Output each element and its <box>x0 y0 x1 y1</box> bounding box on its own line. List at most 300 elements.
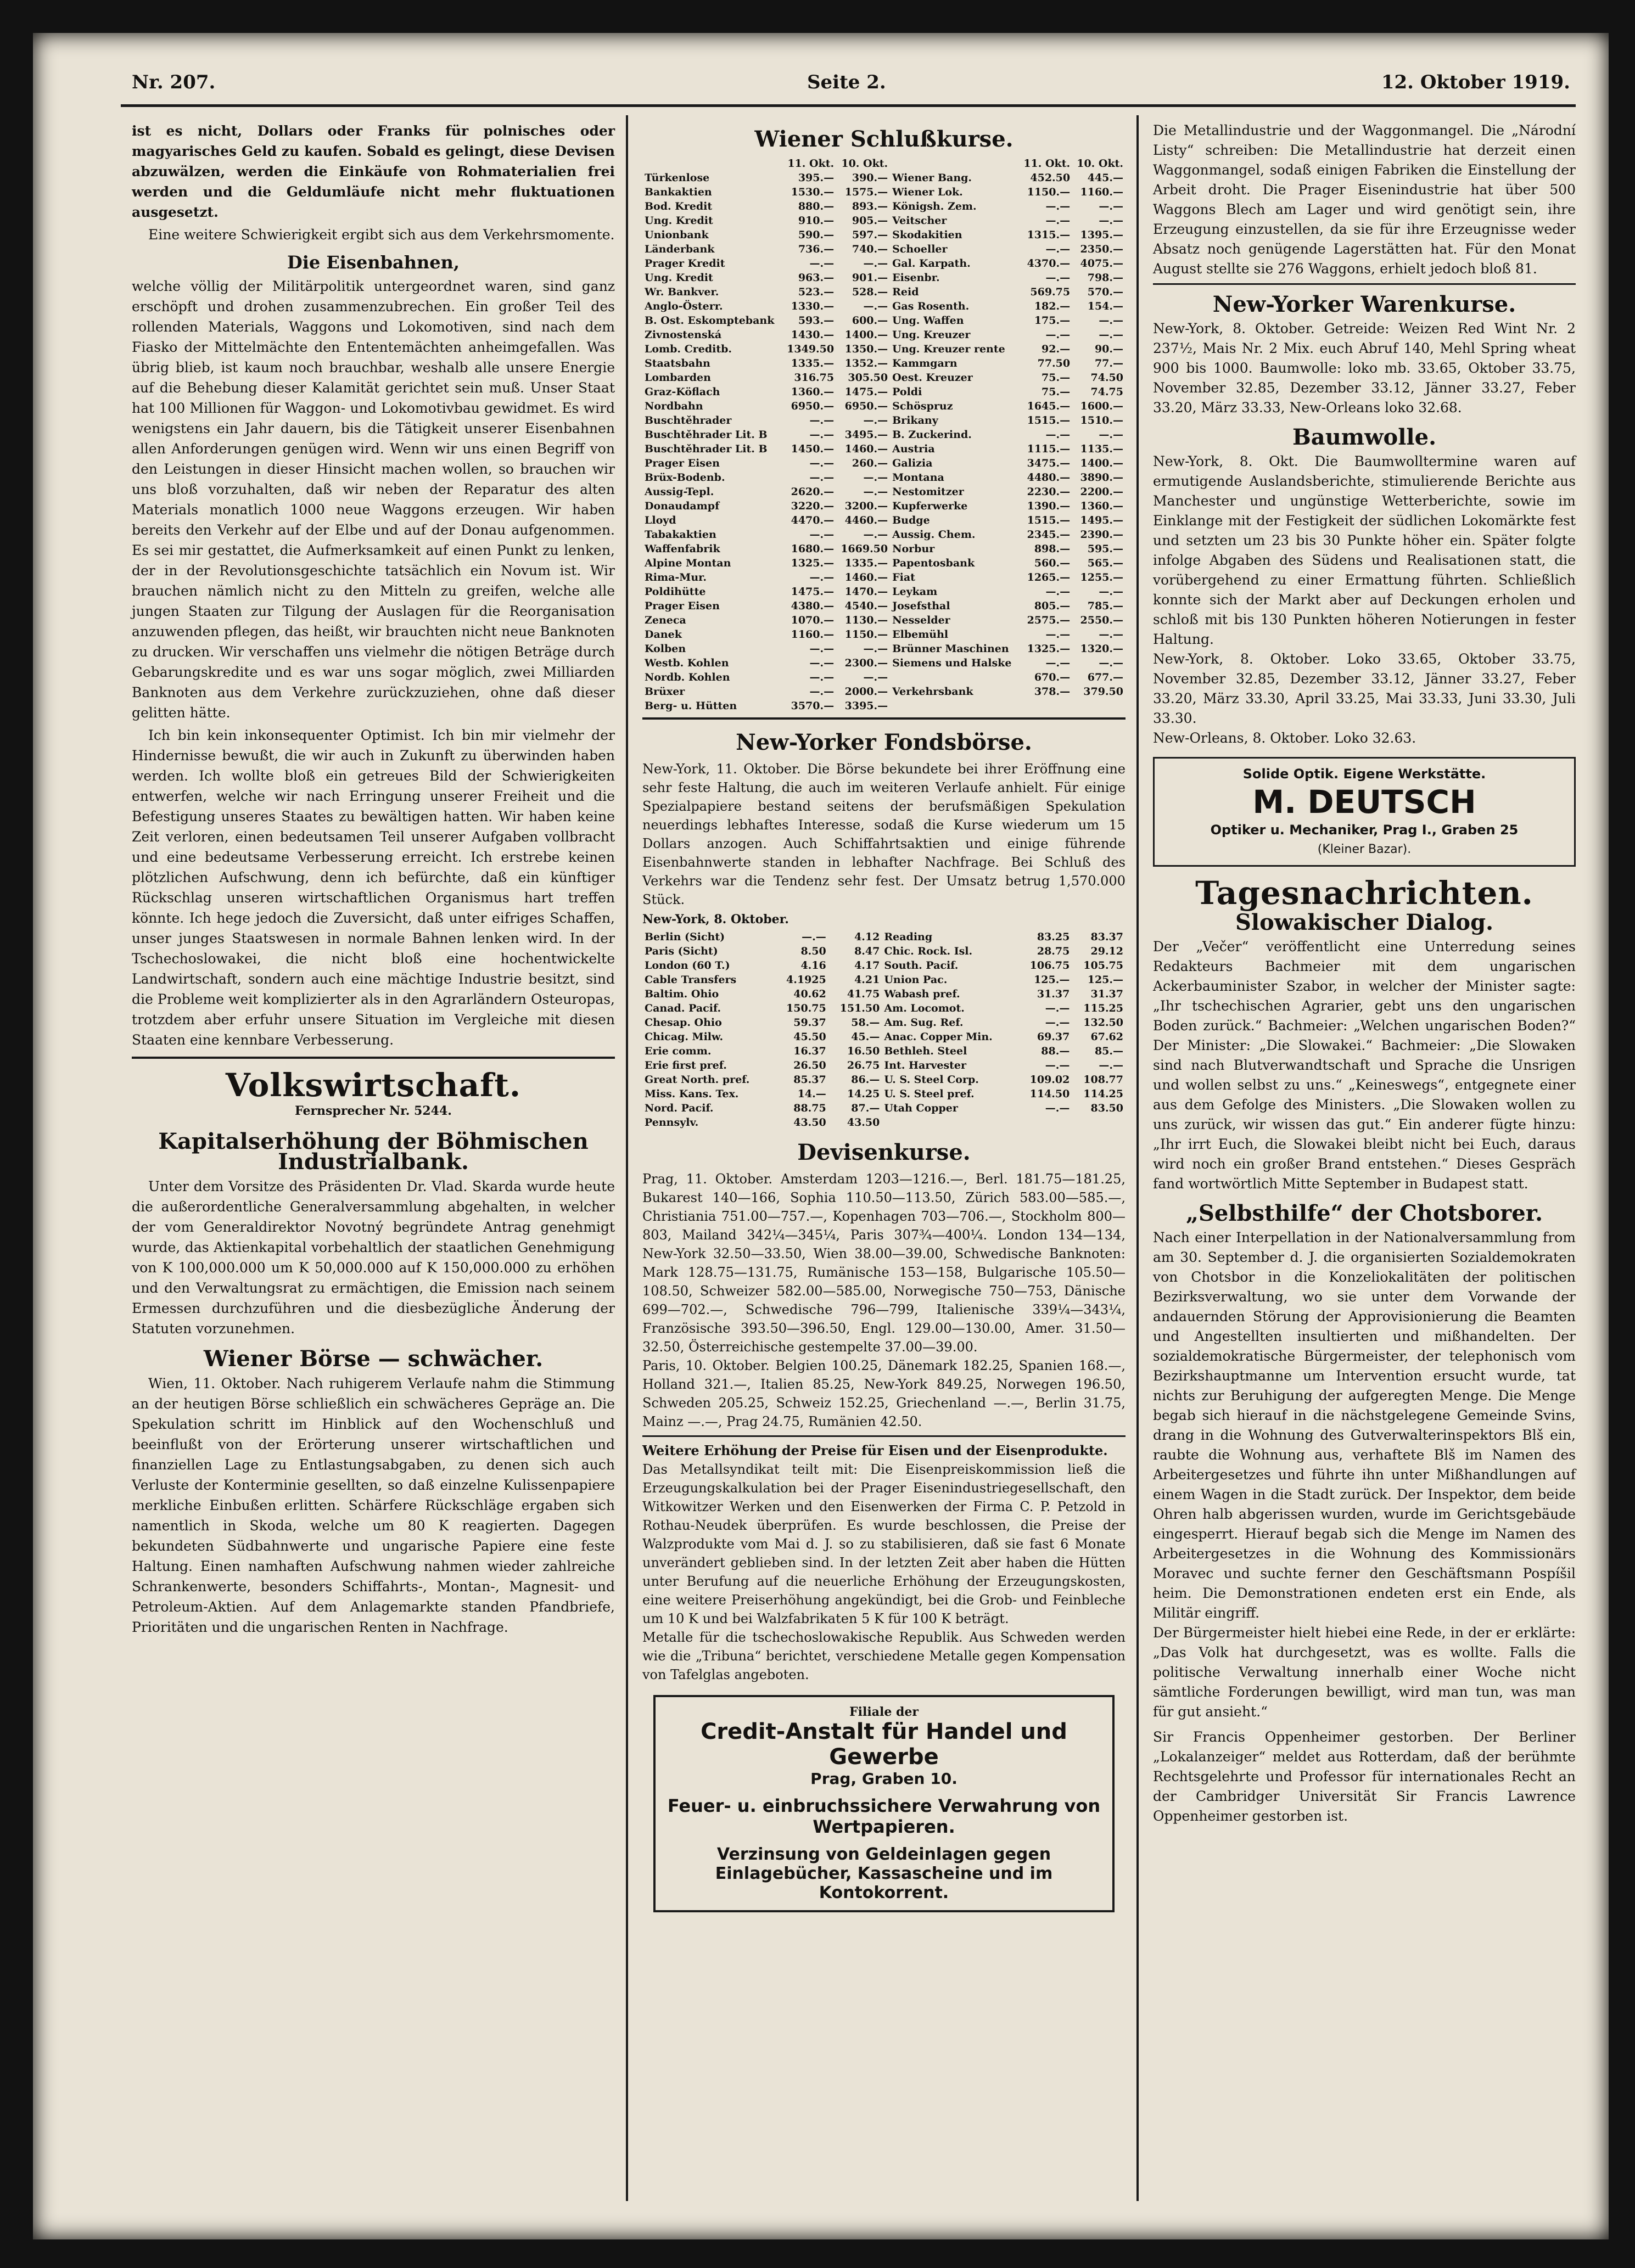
table-cell: Elbemühl <box>892 628 949 641</box>
table-cell: 1470.— <box>844 586 888 598</box>
table-cell: —.— <box>809 471 835 484</box>
table-cell: 2620.— <box>791 486 835 498</box>
table-cell: —.— <box>863 257 888 270</box>
table-row <box>642 1001 1126 1015</box>
table-cell: U. S. Steel Corp. <box>884 1074 979 1086</box>
table-cell: Chicag. Milw. <box>645 1031 724 1043</box>
table-cell: —.— <box>1099 1059 1123 1071</box>
title-ny-fondsboerse: New-Yorker Fondsbörse. <box>736 729 1032 755</box>
table-cell: 109.02 <box>1029 1074 1070 1086</box>
quotes-table-wien <box>642 156 1126 713</box>
table-cell: 69.37 <box>1037 1031 1070 1043</box>
table-row <box>642 313 1126 328</box>
table-cell: —.— <box>863 300 888 312</box>
page-number: Seite 2. <box>807 71 886 93</box>
table-cell: Bethleh. Steel <box>884 1045 967 1057</box>
table-cell: 1390.— <box>1027 500 1071 512</box>
table-row <box>642 699 1126 713</box>
table-cell: 4480.— <box>1027 471 1071 484</box>
table-cell: 963.— <box>798 272 835 284</box>
table-cell <box>1018 1115 1072 1130</box>
ad-address: Prag, Graben 10. <box>810 1770 958 1788</box>
table-cell: 1150.— <box>844 628 888 641</box>
paragraph: Eine weitere Schwierigkeit ergibt sich aus dem Verkehrsmomente. <box>148 227 615 243</box>
table-cell: 1070.— <box>791 614 835 626</box>
article-title: Slowakischer Dialog. <box>1235 910 1493 935</box>
table-cell: 445.— <box>1087 172 1123 184</box>
table-cell: Miss. Kans. Tex. <box>645 1088 739 1100</box>
table-cell: 1335.— <box>844 557 888 569</box>
table-row <box>642 285 1126 299</box>
table-cell: Buschtěhrader Lit. B <box>645 443 768 455</box>
table-cell: 1400.— <box>1080 457 1123 469</box>
table-cell: Ung. Waffen <box>892 315 964 327</box>
table-row <box>642 271 1126 285</box>
right-column <box>1153 121 1576 1826</box>
table-cell: 1645.— <box>1027 400 1071 412</box>
table-cell: 45.— <box>851 1031 880 1043</box>
table-cell: Nordbahn <box>645 400 703 412</box>
table-cell: 108.77 <box>1083 1074 1123 1086</box>
table-cell: Paris (Sicht) <box>645 945 718 957</box>
table-cell: 4075.— <box>1080 257 1123 270</box>
table-cell: Länderbank <box>645 243 715 255</box>
table-cell: 31.37 <box>1090 988 1123 1000</box>
table-cell: 16.37 <box>793 1045 826 1057</box>
metal-body: Metalle für die tschechoslowakische Republik. Aus Schweden werden wie die „Tribuna“ berichtet, verschiedene Metalle gegen Kompensation von Tafelglas angeboten. <box>642 1630 1126 1682</box>
table-cell: 1360.— <box>1080 500 1123 512</box>
table-cell: 905.— <box>852 215 888 227</box>
table-row <box>642 556 1126 570</box>
ny-report: New-York, 11. Oktober. Die Börse bekundete bei ihrer Eröffnung eine sehr feste Haltung, die auch im weiteren Verlaufe anhielt. Für einige Spezialpapiere bestand seitens der berufsmäßigen Spekulation neuerdings lebhaftes Interesse, sodaß die Kurse wiederum um 15 Dollars anzogen. Auch Schiffahrtsaktien und einige führende Eisenbahnwerte standen in lebhafter Nachfrage. Bei Schluß des Verkehrs war die Tendenz sehr fest. Der Umsatz betrug 1,570.000 Stück. <box>642 761 1126 907</box>
table-cell: 2550.— <box>1080 614 1123 626</box>
table-cell: 16.50 <box>847 1045 880 1057</box>
table-cell: —.— <box>1045 1017 1070 1029</box>
table-cell: Oest. Kreuzer <box>892 372 973 384</box>
table-row <box>642 171 1126 185</box>
table-cell: 2000.— <box>844 686 888 698</box>
table-cell: Am. Sug. Ref. <box>884 1017 964 1029</box>
table-row <box>642 1115 1126 1130</box>
table-cell: 8.50 <box>800 945 826 957</box>
table-cell: Prager Eisen <box>645 600 720 612</box>
table-cell: 560.— <box>1034 557 1071 569</box>
table-cell <box>1072 699 1126 713</box>
table-cell: Skodakitien <box>892 229 962 241</box>
table-row <box>642 599 1126 613</box>
column-divider-right <box>1136 115 1139 2201</box>
table-cell: 2300.— <box>844 657 888 669</box>
table-cell: Papentosbank <box>892 557 975 569</box>
table-cell: Kammgarn <box>892 357 958 369</box>
table-cell: Gal. Karpath. <box>892 257 971 270</box>
table-row <box>642 1087 1126 1101</box>
ad-line: Filiale der <box>849 1705 919 1719</box>
table-cell: —.— <box>802 931 826 943</box>
col-header: 10. Okt. <box>841 158 888 170</box>
table-cell: 85.— <box>1094 1045 1123 1057</box>
table-cell: Pennsylv. <box>645 1116 699 1129</box>
table-cell: 4370.— <box>1027 257 1071 270</box>
table-cell: 125.— <box>1034 974 1070 986</box>
table-cell: 590.— <box>798 229 835 241</box>
table-cell: 4.17 <box>854 959 880 972</box>
table-cell: Lomb. Creditb. <box>645 343 732 355</box>
table-row <box>642 513 1126 527</box>
table-cell: 570.— <box>1087 286 1123 298</box>
table-cell: —.— <box>1099 315 1123 327</box>
table-cell: 28.75 <box>1037 945 1070 957</box>
table-cell: —.— <box>1045 215 1071 227</box>
section-phone: Fernsprecher Nr. 5244. <box>295 1104 452 1118</box>
table-cell: Donaudampf <box>645 500 720 512</box>
table-cell: 40.62 <box>793 988 826 1000</box>
table-cell: —.— <box>1099 657 1123 669</box>
table-cell <box>1019 699 1072 713</box>
table-cell: —.— <box>809 257 835 270</box>
table-cell: 4.1925 <box>786 974 826 986</box>
table-cell: 175.— <box>1034 315 1071 327</box>
table-row <box>642 428 1126 442</box>
table-cell: 670.— <box>1034 671 1071 683</box>
table-cell: 1160.— <box>1080 186 1123 198</box>
table-cell: 1475.— <box>791 586 835 598</box>
iron-title: Weitere Erhöhung der Preise für Eisen und der Eisenprodukte. <box>642 1442 1108 1458</box>
table-cell: Buschtěhrader <box>645 414 732 426</box>
table-cell: 1150.— <box>1027 186 1071 198</box>
table-cell: 1430.— <box>791 329 835 341</box>
table-row <box>642 442 1126 456</box>
table-cell: Anglo-Österr. <box>645 300 723 312</box>
col-header: 11. Okt. <box>1023 158 1071 170</box>
table-row <box>642 214 1126 228</box>
table-cell: 86.— <box>851 1074 880 1086</box>
table-cell: 805.— <box>1034 600 1071 612</box>
table-cell: 2350.— <box>1080 243 1123 255</box>
table-cell: Türkenlose <box>645 172 710 184</box>
bank-advertisement <box>653 1695 1115 1912</box>
paragraph: welche völlig der Militärpolitik untergeordnet waren, sind ganz erschöpft und drohen zusammenzubrechen. Ein großer Teil des rollenden Materials, Waggons und Lokomotiven, sind nach dem Fiasko der Mittelmächte den Ententemächten anheimgefallen. Was übrig blieb, ist kaum noch brauchbar, weshalb alle unsere Energie auf die Behebung dieser Kalamität gerichtet sein muß. Unser Staat hat 100 Millionen für Waggon- und Lokomotivbau gewidmet. Es wird wenigstens ein Jahr dauern, bis die Tätigkeit unserer Eisenbahnen allen Anforderungen genügen wird. Wenn wir uns einen Begriff von den Leistungen in dieser Hinsicht machen wollen, so brauchen wir uns bloß vorzuhalten, daß wir neben der Reparatur des alten Materials monatlich 1000 neue Waggons erzeugen. Wir haben bereits den Verkehr auf der Elbe und auf der Donau aufgenommen. Es sei mir gestattet, die Aufmerksamkeit auf einen Punkt zu lenken, der in der Revolutionsgeschichte tatsächlich ein Novum ist. Wir brauchen nämlich nicht zu den Mitteln zu greifen, welche alle jungen Staaten zur Tilgung der Auslagen für die Reorganisation anzuwenden pflegen, das heißt, wir brauchten nicht neue Banknoten zu drucken. Wir verschaffen uns vielmehr die nötigen Beträge durch Gebarungskredite und es war uns sogar möglich, zwei Milliarden Banknoten aus dem Verkehre zurückzuziehen, ohne daß dieser gelitten hätte. <box>132 278 615 721</box>
table-cell: Wr. Bankver. <box>645 286 719 298</box>
ny-date: New-York, 8. Oktober. <box>642 912 789 927</box>
table-cell: —.— <box>809 657 835 669</box>
table-cell: Alpine Montan <box>645 557 731 569</box>
table-cell: Leykam <box>892 586 938 598</box>
table-cell: 1360.— <box>791 386 835 398</box>
table-cell: —.— <box>863 671 888 683</box>
table-cell: 182.— <box>1034 300 1071 312</box>
table-row <box>642 1030 1126 1044</box>
table-cell: Lloyd <box>645 514 676 526</box>
table-cell: Brikany <box>892 414 938 426</box>
table-cell: 1325.— <box>791 557 835 569</box>
table-cell: Brüxer <box>645 686 685 698</box>
table-cell: Norbur <box>892 543 935 555</box>
table-cell: Lombarden <box>645 372 711 384</box>
table-cell: 316.75 <box>794 372 835 384</box>
article-body: Sir Francis Oppenheimer gestorben. Der Berliner „Lokalanzeiger“ meldet aus Rotterdam, daß der berühmte Rechtsgelehrte und Professor für internationales Recht an der Cambridger Universität Sir Francis Lawrence Oppenheimer gestorben ist. <box>1153 1729 1576 1824</box>
table-cell: 14.25 <box>847 1088 880 1100</box>
ad-name: M. DEUTSCH <box>1252 783 1476 821</box>
table-cell: 154.— <box>1087 300 1123 312</box>
subheading-eisenbahnen: Die Eisenbahnen, <box>287 252 460 273</box>
table-row <box>642 1073 1126 1087</box>
table-cell: 593.— <box>798 315 835 327</box>
table-cell: 1450.— <box>791 443 835 455</box>
table-cell: 1495.— <box>1080 514 1123 526</box>
table-cell: Unionbank <box>645 229 709 241</box>
section-rule <box>642 717 1126 720</box>
table-row <box>642 656 1126 670</box>
baumwolle-quotes: New-York, 8. Oktober. Loko 33.65, Oktober 33.75, November 32.85, Dezember 33.12, Jänner 33.27, Feber 33.20, März 33.30, April 33.25, Mai 33.33, Juni 33.30, Juli 33.30. <box>1153 651 1576 726</box>
table-cell: 83.25 <box>1037 931 1070 943</box>
table-cell: 260.— <box>852 457 888 469</box>
table-cell: Buschtěhrader Lit. B <box>645 429 768 441</box>
table-cell: Fiat <box>892 571 915 583</box>
table-cell: 1600.— <box>1080 400 1123 412</box>
table-cell: 736.— <box>798 243 835 255</box>
table-cell: 378.— <box>1034 686 1071 698</box>
table-row <box>642 356 1126 370</box>
table-cell: Nord. Pacif. <box>645 1102 714 1114</box>
table-cell: 74.50 <box>1090 372 1123 384</box>
table-cell: —.— <box>809 571 835 583</box>
table-cell: Verkehrsbank <box>892 686 973 698</box>
table-cell: South. Pacif. <box>884 959 959 972</box>
table-cell: —.— <box>1045 657 1071 669</box>
table-row <box>642 542 1126 556</box>
table-cell: —.— <box>1045 1102 1070 1114</box>
table-row <box>642 684 1126 699</box>
table-cell: —.— <box>1045 1002 1070 1014</box>
table-cell: —.— <box>809 457 835 469</box>
table-cell: —.— <box>809 643 835 655</box>
table-cell: 305.50 <box>848 372 888 384</box>
table-cell: Gas Rosenth. <box>892 300 970 312</box>
table-cell: 1130.— <box>844 614 888 626</box>
table-cell: —.— <box>1045 272 1071 284</box>
table-row <box>642 1101 1126 1115</box>
table-cell: Chesap. Ohio <box>645 1017 722 1029</box>
article-title: Kapitalserhöhung der Böhmischen Industrialbank. <box>158 1129 589 1175</box>
table-cell: 83.50 <box>1090 1102 1123 1114</box>
section-title-tagesnachrichten: Tagesnachrichten. <box>1195 874 1533 912</box>
table-cell: 26.50 <box>793 1059 826 1071</box>
table-cell: 114.50 <box>1029 1088 1070 1100</box>
metal-industry-note: Die Metallindustrie und der Waggonmangel. Die „Národní Listy“ schreiben: Die Metallindustrie hat derzeit einen Waggonmangel, sodaß einigen Fabriken die Einstellung der Arbeit droht. Die Prager Eisenindustrie hat über 500 Waggons Blech am Lager und wird genötigt sein, ihre Erzeugung einzustellen, da sie für ihre Erzeugnisse weder Absatz noch genügende Lagerstätten hat. Für den Monat August stellte sie 276 Waggons, erhielt jedoch bloß 81. <box>1153 122 1576 277</box>
table-cell: 901.— <box>852 272 888 284</box>
table-row <box>642 987 1126 1001</box>
table-row <box>642 499 1126 513</box>
table-cell: Tabakaktien <box>645 529 716 541</box>
table-cell: 3570.— <box>791 700 835 712</box>
table-cell: 77.— <box>1094 357 1123 369</box>
table-cell: 395.— <box>798 172 835 184</box>
table-cell: 151.50 <box>839 1002 880 1014</box>
table-cell: 3395.— <box>844 700 888 712</box>
table-row <box>642 930 1126 944</box>
table-cell: Wabash pref. <box>884 988 960 1000</box>
table-cell: 43.50 <box>847 1116 880 1129</box>
table-cell: Zivnostenská <box>645 329 722 341</box>
table-cell: 1349.50 <box>787 343 835 355</box>
table-cell: 565.— <box>1087 557 1123 569</box>
table-row <box>642 470 1126 485</box>
article-body: Nach einer Interpellation in der Nationalversammlung from am 30. September d. J. die organisierten Sozialdemokraten von Chotsbor in die Konzeliokalitäten der politischen Bezirksverwaltung, wo sie unter dem Vorwande der andauernden Störung der Approvisionierung die Beamten und Angestellten insultierten und mißhandelten. Der sozialdemokratische Bürgermeister, der telephonisch vom Bezirkshauptmanne um Intervention ersucht wurde, tat nichts zur Beruhigung der aufgeregten Menge. Die Menge begab sich hierauf in die nächstgelegene Gemeinde Svins, drang in die Wohnung des Gutverwalterinspektors Blš ein, raubte die Wohnung aus, verhaftete Blš im Namen des Arbeitergesetzes und führte ihn unter Mißhandlungen auf einem Wagen in die Stadt zurück. Der Inspektor, dem beide Ohren halb abgerissen wurden, wurde im Gerichtsgebäude eingesperrt. Hierauf begab sich die Menge im Namen des Arbeitergesetzes in die Wohnung des Kommissionärs Moravec und suchte ferner den Geschäftsmann Pospíšil heim. Die Demonstrationen endeten erst ein Ende, als Militär eingriff. <box>1153 1230 1576 1621</box>
table-cell: 4.12 <box>854 931 880 943</box>
table-cell: Rima-Mur. <box>645 571 707 583</box>
table-cell: 528.— <box>852 286 888 298</box>
table-cell: Reid <box>892 286 919 298</box>
table-cell: Berlin (Sicht) <box>645 931 725 943</box>
table-cell: —.— <box>1099 200 1123 212</box>
table-cell: Nordb. Kohlen <box>645 671 730 683</box>
table-row <box>642 958 1126 973</box>
table-cell: 43.50 <box>793 1116 826 1129</box>
table-cell: Schöspruz <box>892 400 953 412</box>
section-rule <box>642 1435 1126 1437</box>
table-cell: Budge <box>892 514 930 526</box>
ad-line: Verzinsung von Geldeinlagen gegen Einlagebücher, Kassascheine und im Kontokorrent. <box>715 1845 1053 1902</box>
section-rule <box>1153 283 1576 285</box>
devisen-paris: Paris, 10. Oktober. Belgien 100.25, Dänemark 182.25, Spanien 168.—, Holland 321.—, Italien 85.25, New-York 849.25, Norwegen 196.50, Schweden 205.25, Schweiz 152.25, Griechenland —.—, Berlin 31.75, Mainz —.—, Prag 24.75, Rumänien 42.50. <box>642 1358 1126 1429</box>
ad-line: (Kleiner Bazar). <box>1317 843 1412 856</box>
table-cell: 1530.— <box>791 186 835 198</box>
table-row <box>642 627 1126 642</box>
table-cell: 523.— <box>798 286 835 298</box>
baumwolle-body: New-York, 8. Okt. Die Baumwolltermine waren auf ermutigende Auslandsberichte, stimulierende Berichte aus Manchester und ungünstige Wetterberichte, sowie im Einklange mit der Festigkeit der südlichen Lokomärkte fest und setzten um 23 bis 30 Punkte höher ein. Später folgte infolge Abgaben des Südens und Realisationen statt, die vorübergehend zu einer Ermattung führten. Schließlich konnte sich der Markt aber auf Deckungen erholen und schloß mit bis 130 Punkten höheren Notierungen in fester Haltung. <box>1153 453 1576 647</box>
table-title-schlusskurse: Wiener Schlußkurse. <box>754 126 1014 152</box>
table-cell: 14.— <box>797 1088 826 1100</box>
table-cell: —.— <box>809 686 835 698</box>
table-cell: 390.— <box>852 172 888 184</box>
article-body: Der „Večer“ veröffentlicht eine Unterredung seines Redakteurs Bachmeier mit dem ungarischen Ackerbauminister Szabor, in welcher der Minister sagte: „Ihr tschechischen Agrarier, gebt uns den ungarischen Boden zurück.“ Bachmeier: „Welchen ungarischen Boden?“ Der Minister: „Die Slowakei.“ Bachmeier: „Die Slowaken sind nach Blutverwandtschaft und Sprache die Unsrigen und wollen selbst zu uns.“ „Keineswegs“, entgegnete einer aus dem Gefolge des Ministers. „Die Slowaken wollen zu uns zurück, wir wissen das gut.“ Ein anderer fügte hinzu: „Ihr irrt Euch, die Slowakei bleibt nicht bei Euch, daraus wird noch ein großer Brand entstehen.“ Dieses Gespräch fand wortwörtlich Mitte September in Budapest statt. <box>1153 939 1576 1192</box>
table-cell: B. Ost. Eskomptebank <box>645 315 775 327</box>
table-cell: —.— <box>809 414 835 426</box>
table-cell: 898.— <box>1034 543 1071 555</box>
table-cell: Brüx-Bodenb. <box>645 471 725 484</box>
table-row <box>642 642 1126 656</box>
table-row <box>642 1015 1126 1030</box>
table-row <box>642 670 1126 684</box>
table-cell: 92.— <box>1042 343 1071 355</box>
table-cell: 41.75 <box>847 988 880 1000</box>
table-cell: Waffenfabrik <box>645 543 720 555</box>
table-cell: 1400.— <box>844 329 888 341</box>
col-header: 11. Okt. <box>787 158 835 170</box>
table-cell: 893.— <box>852 200 888 212</box>
table-row <box>642 973 1126 987</box>
title-devisenkurse: Devisenkurse. <box>797 1139 971 1165</box>
table-cell: 67.62 <box>1090 1031 1123 1043</box>
table-cell: 1160.— <box>791 628 835 641</box>
title-warenkurse: New-Yorker Warenkurse. <box>1212 291 1516 317</box>
table-cell: 3220.— <box>791 500 835 512</box>
table-row <box>642 256 1126 271</box>
table-cell: 132.50 <box>1083 1017 1123 1029</box>
table-cell: 1515.— <box>1027 414 1071 426</box>
article-body: Wien, 11. Oktober. Nach ruhigerem Verlaufe nahm die Stimmung an der heutigen Börse schließlich ein schwächeres Gepräge an. Die Spekulation schritt im Hinblick auf den Wochenschluß und beeinflußt von der Erörterung unserer wirtschaftlichen und finanziellen Lage zu Entlastungsabgaben, zu denen sich auch Verluste der Konterminie gesellten, so daß einzelne Kulissenpapiere merkliche Einbußen erlitten. Schärfere Rückschläge ergaben sich namentlich in Skoda, welche um 80 K reagierten. Dagegen bekundeten Südbahnwerte und ungarische Papiere eine feste Haltung. Einen namhaften Aufschwung nahmen wieder zahlreiche Schrankenwerte, besonders Schiffahrts-, Montan-, Magnesit- und Petroleum-Aktien. Auf dem Anlagemarkte standen Pfandbriefe, Prioritäten und die ungarischen Renten in Nachfrage. <box>132 1376 615 1635</box>
table-cell: 1315.— <box>1027 229 1071 241</box>
table-cell: 1575.— <box>844 186 888 198</box>
table-cell: 150.75 <box>786 1002 826 1014</box>
col-header: 10. Okt. <box>1077 158 1123 170</box>
article-title: „Selbsthilfe“ der Chotsborer. <box>1185 1200 1543 1226</box>
table-cell: —.— <box>1045 429 1071 441</box>
table-cell <box>890 699 1019 713</box>
ad-address: Optiker u. Mechaniker, Prag I., Graben 25 <box>1210 822 1519 838</box>
table-cell: —.— <box>1045 1059 1070 1071</box>
table-cell: 3495.— <box>844 429 888 441</box>
table-cell: B. Zuckerind. <box>892 429 972 441</box>
table-cell: 114.25 <box>1083 1088 1123 1100</box>
table-cell: Staatsbahn <box>645 357 710 369</box>
table-cell: —.— <box>1099 429 1123 441</box>
quotes-table-newyork <box>642 930 1126 1130</box>
table-row <box>642 456 1126 470</box>
table-cell: —.— <box>1099 329 1123 341</box>
table-cell: 88.— <box>1041 1045 1070 1057</box>
table-cell: Eisenbr. <box>892 272 940 284</box>
table-cell: —.— <box>863 529 888 541</box>
table-cell: 83.37 <box>1090 931 1123 943</box>
table-cell: Anac. Copper Min. <box>884 1031 993 1043</box>
table-cell: —.— <box>1045 628 1071 641</box>
table-cell: —.— <box>1045 586 1071 598</box>
intro-paragraph: ist es nicht, Dollars oder Franks für polnisches oder magyarisches Geld zu kaufen. Sobald es gelingt, diese Devisen abzuwälzen, werden die Einkäufe von Rohmaterialien frei werden und die Geldumläufe nicht mehr fluktuationen ausgesetzt. <box>132 123 615 220</box>
table-cell: —.— <box>863 643 888 655</box>
table-cell: —.— <box>809 429 835 441</box>
table-row <box>642 613 1126 627</box>
table-cell: 1135.— <box>1080 443 1123 455</box>
table-cell: 1510.— <box>1080 414 1123 426</box>
table-cell: Ung. Kredit <box>645 215 713 227</box>
table-cell: —.— <box>863 471 888 484</box>
table-cell <box>890 670 1019 684</box>
table-cell <box>882 1115 1018 1130</box>
issue-number: Nr. 207. <box>132 71 216 93</box>
table-cell: 1320.— <box>1080 643 1123 655</box>
table-cell: —.— <box>863 414 888 426</box>
table-row <box>642 399 1126 413</box>
optician-advertisement <box>1153 757 1576 867</box>
ad-line: Solide Optik. Eigene Werkstätte. <box>1242 766 1486 782</box>
table-cell: 880.— <box>798 200 835 212</box>
table-row <box>642 944 1126 958</box>
table-cell: Ung. Kreuzer rente <box>892 343 1005 355</box>
title-baumwolle: Baumwolle. <box>1292 424 1436 450</box>
table-cell: 600.— <box>852 315 888 327</box>
table-cell: 569.75 <box>1030 286 1071 298</box>
table-cell: —.— <box>863 486 888 498</box>
table-cell: 29.12 <box>1090 945 1123 957</box>
table-cell: 4.16 <box>800 959 826 972</box>
table-cell: 4380.— <box>791 600 835 612</box>
table-cell: Wiener Bang. <box>892 172 972 184</box>
table-cell: Aussig. Chem. <box>892 529 976 541</box>
table-cell: 3200.— <box>844 500 888 512</box>
table-row <box>642 485 1126 499</box>
iron-body: Das Metallsyndikat teilt mit: Die Eisenpreiskommission ließ die Erzeugungskalkulation bei der Prager Eisenindustriegesellschaft, den Witkowitzer Werken und den Eisenwerken der Firma C. P. Petzold in Rothau-Neudek überprüfen. Es wurde beschlossen, die Preise der Walzprodukte vom Mai d. J. so zu stabilisieren, daß sie fast 6 Monate unverändert geblieben sind. In der letzten Zeit aber haben die Hütten unter Berufung auf die neuerliche Erhöhung der Erzeugungskosten, eine weitere Preiserhöhung angekündigt, bei die Grob- und Feinbleche um 10 K und bei Walzfabrikaten 5 K für 100 K beträgt. <box>642 1462 1126 1626</box>
table-row <box>642 228 1126 242</box>
table-cell: Zeneca <box>645 614 686 626</box>
table-cell: 1330.— <box>791 300 835 312</box>
table-cell: 3475.— <box>1027 457 1071 469</box>
table-cell: 1669.50 <box>841 543 888 555</box>
table-cell: Int. Harvester <box>884 1059 967 1071</box>
table-cell: 85.37 <box>793 1074 826 1086</box>
table-cell: Josefsthal <box>892 600 950 612</box>
